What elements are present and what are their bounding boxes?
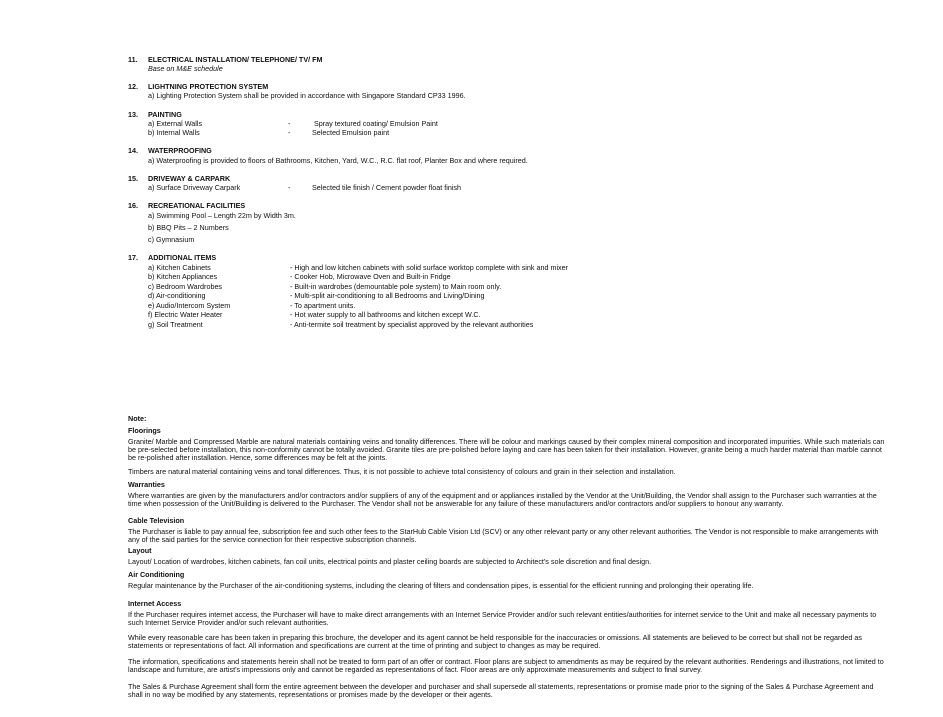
disclaimer-paragraph: While every reasonable care has been taken in preparing this brochure, the developer and its agent cannot be held responsible for the inaccuracies or omissions. All statements are believed to be correct but shall not be regarded as statements or representations of fact. All information and specifications are current at the time of printing and subject to changes as may be required. <box>128 633 862 650</box>
section-title: ADDITIONAL ITEMS <box>148 253 217 262</box>
layout-title: Layout <box>128 546 152 555</box>
floorings-title: Floorings <box>128 426 161 435</box>
aircon-paragraph: Regular maintenance by the Purchaser of the air-conditioning systems, including the clearing of filters and condensation pipes, is essential for the efficient running and prolonging their operating life. <box>128 581 754 590</box>
row-value: - Built-in wardrobes (demountable pole system) to Main room only. <box>290 282 502 291</box>
row-value: - Cooker Hob, Microwave Oven and Built-in Fridge <box>290 272 451 281</box>
row-value: Selected Emulsion paint <box>312 128 390 137</box>
row-label: b) Kitchen Appliances <box>148 272 218 281</box>
section-line: a) Lighting Protection System shall be provided in accordance with Singapore Standard CP33 1996. <box>148 91 466 100</box>
row-label: a) Kitchen Cabinets <box>148 263 211 272</box>
row-dash: - <box>288 183 291 192</box>
section-line: a) Waterproofing is provided to floors of Bathrooms, Kitchen, Yard, W.C., R.C. flat roof, Planter Box and where required. <box>148 156 528 165</box>
section-line: b) BBQ Pits – 2 Numbers <box>148 223 229 232</box>
internet-title: Internet Access <box>128 599 182 608</box>
row-label: a) Surface Driveway Carpark <box>148 183 241 192</box>
row-value: - High and low kitchen cabinets with solid surface worktop complete with sink and mixer <box>290 263 569 272</box>
section-note: Base on M&E schedule <box>148 64 223 73</box>
row-label: e) Audio/Intercom System <box>148 301 231 310</box>
aircon-title: Air Conditioning <box>128 570 185 579</box>
layout-paragraph: Layout/ Location of wardrobes, kitchen cabinets, fan coil units, electrical points and plaster ceiling boards are subjected to Architect's sole discretion and final design. <box>128 557 652 566</box>
row-value: Spray textured coating/ Emulsion Paint <box>314 119 438 128</box>
disclaimer-paragraph: The information, specifications and statements herein shall not be treated to form part of an offer or contract. Floor plans are subject to amendments as may be required by the relevant authorities. Renderings and illustrations, not limited to landscape and furniture, are artist's impressions only and cannot be regarded as representations of fact. Floor areas are only approximate measurements and subject to final survey. <box>128 657 884 674</box>
row-label: a) External Walls <box>148 119 203 128</box>
row-label: c) Bedroom Wardrobes <box>148 282 223 291</box>
row-value: - Hot water supply to all bathrooms and kitchen except W.C. <box>290 310 481 319</box>
row-dash: - <box>288 119 291 128</box>
row-label: b) Internal Walls <box>148 128 200 137</box>
section-title: PAINTING <box>148 110 182 119</box>
section-number: 13. <box>128 110 138 119</box>
section-title: DRIVEWAY & CARPARK <box>148 174 231 183</box>
row-dash: - <box>288 128 291 137</box>
floorings-paragraph: Granite/ Marble and Compressed Marble are natural materials containing veins and tonality differences. There will be colour and markings caused by their complex mineral composition and incorporated impurities. While such materials can be pre-selected before installation, this non-conformity cannot be totally avoided. Granite tiles are pre-polished before laying and care has been taken for their installation. However, granite being a much harder material than marble cannot be re-polished after installation. Hence, some differences may be felt at the joints. <box>128 437 885 462</box>
row-label: g) Soil Treatment <box>148 320 203 329</box>
row-value: - To apartment units. <box>290 301 356 310</box>
warranties-title: Warranties <box>128 480 165 489</box>
disclaimer-paragraph: The Sales & Purchase Agreement shall form the entire agreement between the developer and purchaser and shall supersede all statements, representations or promise made prior to the signing of the Sales & Purchase Agreement and shall in no way be modified by any statements, representations or promises made by the developer or their agents. <box>128 682 874 699</box>
notes-heading: Note: <box>128 414 147 423</box>
section-title: LIGHTNING PROTECTION SYSTEM <box>148 82 269 91</box>
section-number: 16. <box>128 201 138 210</box>
row-label: f) Electric Water Heater <box>148 310 223 319</box>
section-number: 15. <box>128 174 138 183</box>
row-label: d) Air-conditioning <box>148 291 206 300</box>
section-line: c) Gymnasium <box>148 235 195 244</box>
internet-paragraph: If the Purchaser requires internet access, the Purchaser will have to make direct arrangements with an Internet Service Provider and/or such relevant entities/authorities for internet service to the Unit and make all necessary payments to such Internet Service Provider and/or such relevant authorities. <box>128 610 877 627</box>
section-number: 17. <box>128 253 138 262</box>
section-title: WATERPROOFING <box>148 146 212 155</box>
section-number: 14. <box>128 146 138 155</box>
row-value: - Anti-termite soil treatment by specialist approved by the relevant authorities <box>290 320 534 329</box>
section-line: a) Swimming Pool – Length 22m by Width 3m. <box>148 211 296 220</box>
row-value: - Multi-split air-conditioning to all Bedrooms and Living/Dining <box>290 291 485 300</box>
warranties-paragraph: Where warranties are given by the manufacturers and/or contractors and/or suppliers of any of the equipment and or appliances installed by the Vendor at the Unit/Building, the Vendor shall assign to the Purchaser such warranties at the time when possession of the Unit/Building is delivered to the Purchaser. The Vendor shall not be answerable for any failure of these manufacturers and/or contractors and/or suppliers to honour any warranty. <box>128 491 877 508</box>
section-number: 12. <box>128 82 138 91</box>
cable-paragraph: The Purchaser is liable to pay annual fee, subscription fee and such other fees to the StarHub Cable Vision Ltd (SCV) or any other relevant party or any other relevant authorities. The Vendor is not responsible to make arrangements with any of the said parties for the service connection for their respective subscription channels. <box>128 527 879 544</box>
cable-title: Cable Television <box>128 516 185 525</box>
floorings-paragraph: Timbers are natural material containing veins and tonal differences. Thus, it is not possible to achieve total consistency of colours and grain in their selection and installation. <box>128 467 676 476</box>
section-title: ELECTRICAL INSTALLATION/ TELEPHONE/ TV/ FM <box>148 55 323 64</box>
section-title: RECREATIONAL FACILITIES <box>148 201 246 210</box>
section-number: 11. <box>128 55 138 64</box>
row-value: Selected tile finish / Cement powder float finish <box>312 183 462 192</box>
